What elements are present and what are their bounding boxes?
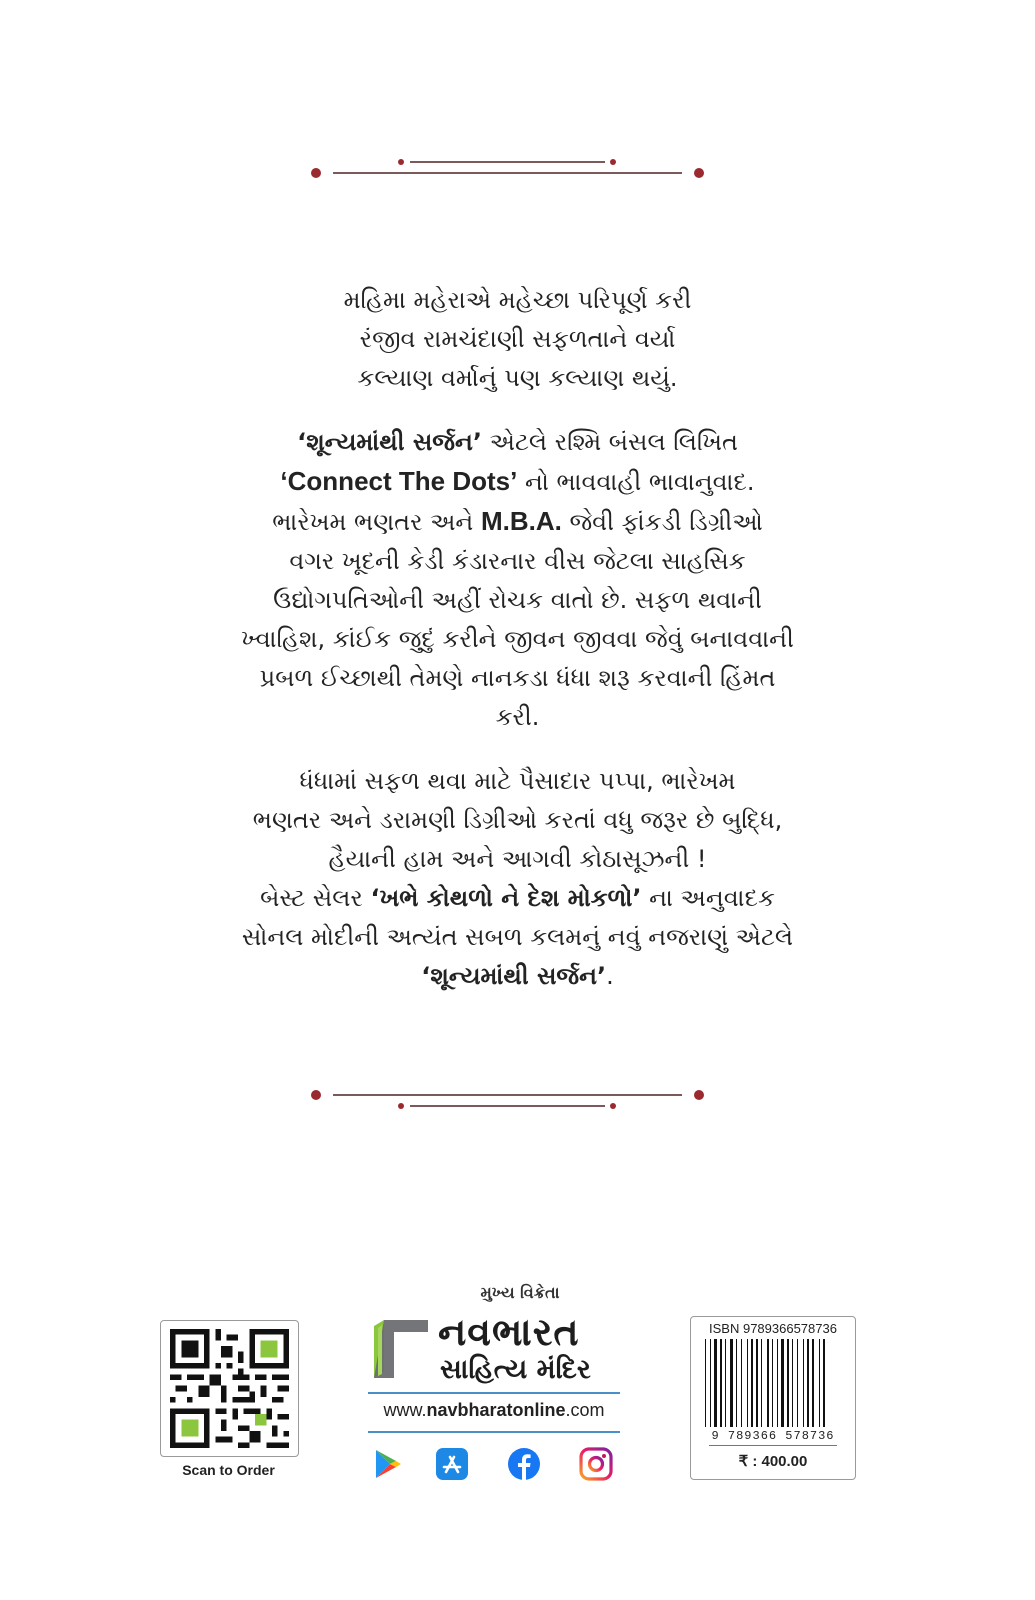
publisher-logo-icon (370, 1316, 436, 1382)
mba-inline: M.B.A. (480, 506, 562, 536)
blurb-line: કલ્યાણ વર્માનું પણ કલ્યાણ થયું. (357, 364, 678, 392)
price: ₹ : 400.00 (738, 1453, 808, 1470)
blurb-paragraph-2 (195, 423, 840, 737)
order-qr-code[interactable] (160, 1320, 299, 1457)
isbn-digits: 9 789366 578736 (711, 1429, 835, 1443)
back-cover-blurb (195, 281, 840, 996)
website-text: navbharatonline (426, 1400, 566, 1420)
blurb-line: ધંધામાં સફળ થવા માટે પૈસાદાર પપ્પા, ભારેખમ (299, 767, 736, 795)
book-title-inline: ‘શૂન્યમાંથી સર્જન’ (421, 962, 607, 990)
blurb-line: ખ્વાહિશ, કાંઈક જુદું કરીને જીવન જીવવા જેવું બનાવવાની (241, 625, 794, 653)
barcode-icon (703, 1339, 843, 1429)
publisher-logo (368, 1310, 628, 1390)
isbn-label: ISBN 9789366578736 (709, 1321, 837, 1336)
bestseller-title-inline: ‘ખભે કોથળો ને દેશ મોકળો’ (370, 884, 642, 912)
blurb-paragraph-3 (195, 762, 840, 996)
distributor-label: મુખ્ય વિક્રેતા (480, 1283, 560, 1302)
blurb-text: . (606, 962, 614, 990)
book-title-inline: ‘શૂન્યમાંથી સર્જન’ (297, 428, 482, 456)
publisher-website-link[interactable] (368, 1400, 620, 1421)
blurb-line: હૈયાની હામ અને આગવી કોઠાસૂઝની ! (328, 845, 707, 873)
publisher-name-line2: સાહિત્ય મંદિર (440, 1354, 591, 1385)
blurb-text: બેસ્ટ સેલર (260, 884, 371, 912)
qr-code-icon (169, 1329, 290, 1448)
blurb-line: સોનલ મોદીની અત્યંત સબળ કલમનું નવું નજરાણું એટલે (241, 923, 794, 951)
instagram-icon[interactable] (579, 1447, 613, 1481)
scan-to-order-label: Scan to Order (182, 1462, 275, 1478)
price-divider (709, 1445, 837, 1446)
blurb-line: કરી. (495, 703, 540, 731)
google-play-icon[interactable] (370, 1447, 404, 1481)
blurb-line: પ્રબળ ઈચ્છાથી તેમણે નાનકડા ધંધા શરૂ કરવાની હિંમત (259, 664, 776, 692)
blurb-line: મહિમા મહેરાએ મહેચ્છા પરિપૂર્ણ કરી (343, 286, 692, 314)
blurb-text: એટલે રશ્મિ બંસલ લિખિત (482, 428, 738, 456)
blurb-text: જેવી ફાંકડી ડિગ્રીઓ (561, 508, 763, 536)
facebook-icon[interactable] (507, 1447, 541, 1481)
isbn-barcode-box (690, 1316, 856, 1480)
website-rule-bottom (368, 1431, 620, 1433)
blurb-line: ભણતર અને ડરામણી ડિગ્રીઓ કરતાં વધુ જરૂર છે બુદ્ધિ, (252, 806, 783, 834)
top-ornament (0, 155, 1035, 185)
website-rule-top (368, 1392, 620, 1394)
blurb-line: વગર ખૂદની કેડી કંડારનાર વીસ જેટલા સાહસિક (289, 547, 746, 575)
app-store-icon[interactable] (435, 1447, 469, 1481)
website-text: www. (383, 1400, 427, 1420)
bottom-ornament (0, 1085, 1035, 1115)
original-title-inline: ‘Connect The Dots’ (280, 466, 518, 496)
blurb-text: ના અનુવાદક (641, 884, 775, 912)
publisher-name-line1: નવભારત (438, 1310, 580, 1354)
website-text: .com (565, 1400, 605, 1420)
blurb-line: ઉદ્યોગપતિઓની અહીં રોચક વાતો છે. સફળ થવાની (273, 586, 762, 614)
blurb-line: રંજીવ રામચંદાણી સફળતાને વર્યા (359, 325, 676, 353)
blurb-paragraph-1 (195, 281, 840, 398)
blurb-text: નો ભાવવાહી ભાવાનુવાદ. (517, 468, 755, 496)
blurb-text: ભારેખમ ભણતર અને (272, 508, 481, 536)
